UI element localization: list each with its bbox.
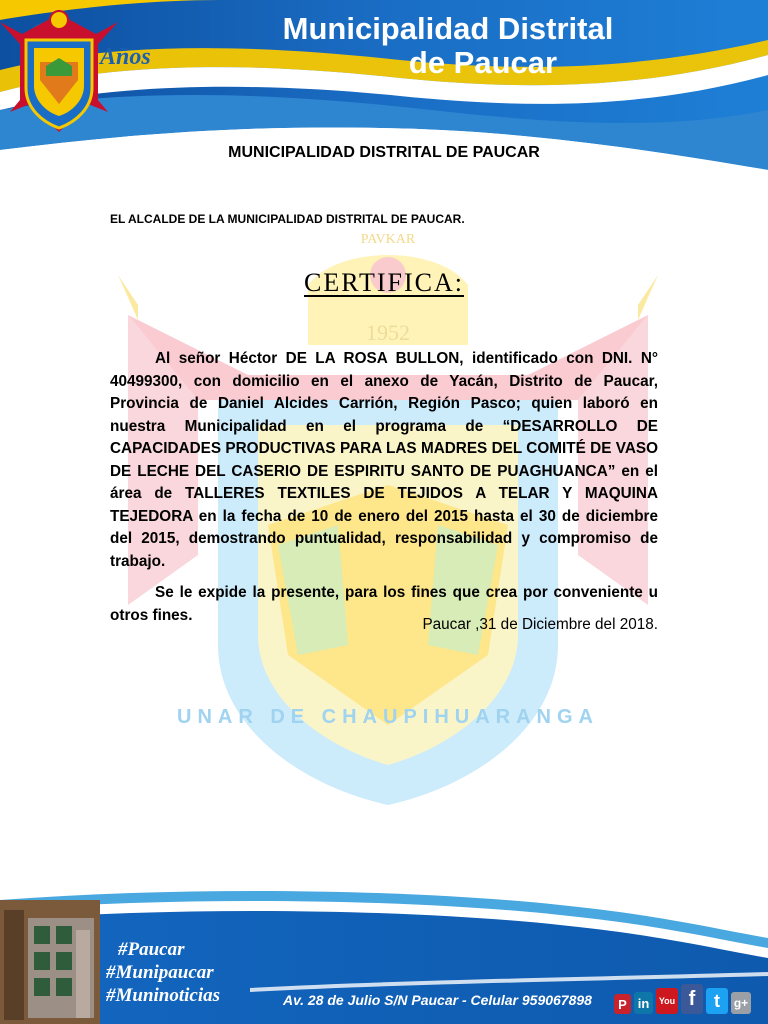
pinterest-icon[interactable]: P — [614, 994, 631, 1014]
watermark-year: 1952 — [366, 320, 410, 345]
certifica-heading-text: CERTIFICA: — [303, 268, 464, 297]
certifica-heading — [0, 268, 768, 298]
twitter-icon[interactable]: t — [706, 988, 728, 1014]
watermark-bottom-text: UNAR DE CHAUPIHUARANGA — [177, 706, 599, 728]
letterhead-footer — [0, 880, 768, 1024]
anniversary-label: Años — [100, 44, 151, 70]
hashtag-muninoticias: #Muninoticias — [106, 985, 221, 1006]
paragraph-main-rest: en la fecha de 10 de enero del 2015 hasta el 30 de diciembre del 2015, demostrando puntualidad, responsabilidad y compromiso de trabajo. — [110, 507, 658, 570]
linkedin-icon[interactable]: in — [634, 992, 653, 1014]
paragraph-main-bold: Al señor Héctor DE LA ROSA BULLON, identificado con DNI. N° 40499300, con domicilio en el anexo de Yacán, Distrito de Paucar, Provincia de Daniel Alcides Carrión, Región Pasco; quien laboró en nuestra Municipalidad en el programa de “DESARROLLO DE CAPACIDADES PRODUCTIVAS PARA LAS MADRES DEL COMITÉ DE VASO DE LECHE DEL CASERIO DE ESPIRITU SANTO DE PUAGHUANCA” en el área de TALLERES TEXTILES DE TEJIDOS A TELAR Y MAQUINA TEJEDORA — [110, 350, 658, 525]
hashtag-paucar: #Paucar — [118, 939, 185, 960]
facebook-icon[interactable]: f — [681, 984, 703, 1014]
paragraph-closing-text: Se le expide la presente, para los fines que crea por conveniente u otros fines. — [110, 584, 658, 624]
certificate-body — [110, 348, 658, 627]
issue-date: Paucar ,31 de Diciembre del 2018. — [422, 616, 658, 633]
hashtag-list — [106, 938, 220, 1007]
paragraph-main — [110, 348, 658, 573]
watermark-top-text: PAVKAR — [360, 232, 416, 247]
contact-address: Av. 28 de Julio S/N Paucar - Celular 959067898 — [283, 992, 592, 1008]
youtube-icon[interactable]: You — [656, 988, 678, 1014]
social-icons — [614, 984, 751, 1014]
banner-title-line2: de Paucar — [408, 45, 558, 80]
issuer-line: EL ALCALDE DE LA MUNICIPALIDAD DISTRITAL DE PAUCAR. — [110, 212, 465, 226]
banner-title-line1: Municipalidad Distrital — [282, 11, 614, 46]
municipal-crest-logo — [0, 0, 118, 135]
document-title: MUNICIPALIDAD DISTRITAL DE PAUCAR — [228, 144, 540, 161]
gestion-period: Gestión 2015 - 2018 — [508, 84, 625, 99]
google-plus-icon[interactable]: g+ — [731, 992, 751, 1014]
hashtag-munipaucar: #Munipaucar — [106, 962, 214, 983]
municipality-name-banner — [258, 12, 638, 80]
